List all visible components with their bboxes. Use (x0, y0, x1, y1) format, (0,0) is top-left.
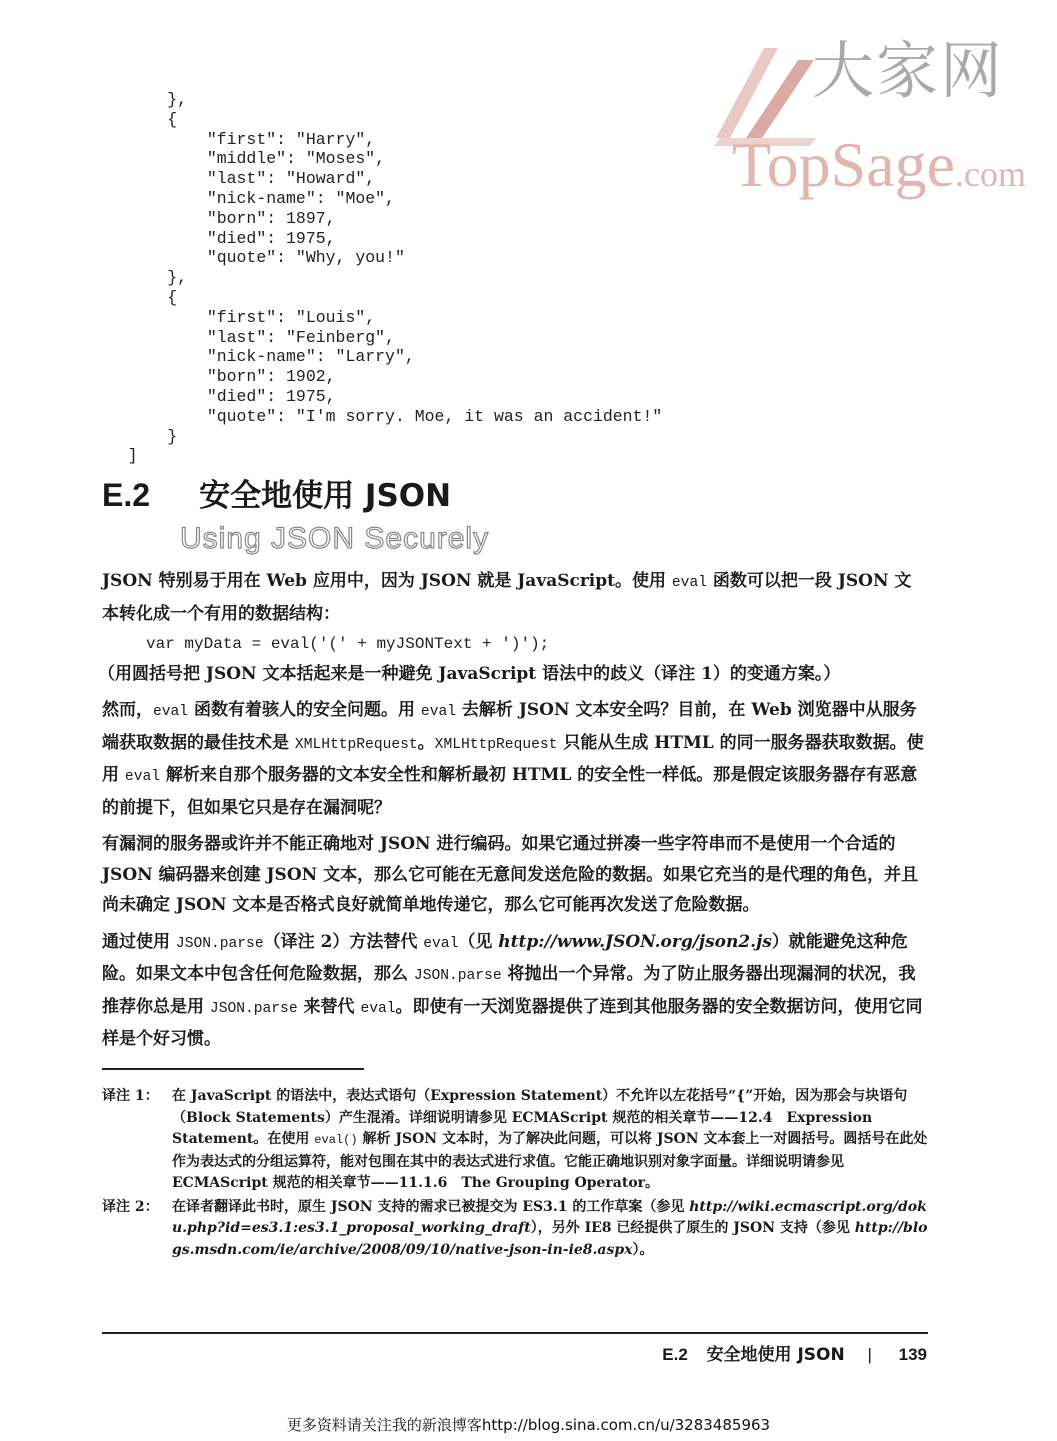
footnotes (102, 1086, 930, 1261)
code-line: "born": 1902, (88, 367, 336, 387)
code-line: "last": "Feinberg", (88, 327, 395, 347)
code-line: "middle": "Moses", (88, 149, 386, 169)
code-line: "nick-name": "Moe", (88, 188, 395, 208)
code-line: { (88, 109, 178, 129)
code-listing (88, 90, 662, 466)
main-text (98, 566, 928, 1055)
code-line: "last": "Howard", (88, 169, 376, 189)
code-line: "quote": "Why, you!" (88, 248, 405, 268)
running-footer (662, 1340, 927, 1365)
es31-draft-link[interactable]: http://wiki.ecmascript.org/doku.php?id=es3.1:es3.1_proposal_working_draft (172, 1198, 927, 1236)
code-example: var myData = eval('(' + myJSONText + ')'); (146, 635, 550, 653)
paragraph-5: 通过使用 JSON.parse（译注 2）方法替代 eval（见 http://www.JSON.org/json2.js）就能避免这种危险。如果文本中包含任何危险数据，那么 JSON.parse 将抛出一个异常。为了防止服务器出现漏洞的状况，我推荐你总是用 JSON.parse 来替代 eval。即使有一天浏览器提供了连到其他服务器的安全数据访问，使用它同样是个好习惯。 (102, 931, 923, 1050)
code-line: "born": 1897, (88, 208, 336, 228)
translator-note-2: 译注 2： 在译者翻译此书时，原生 JSON 支持的需求已被提交为 ES3.1 的工作草案（参见 http://wiki.ecmascript.org/doku.php?id=es3.1:es3.1_proposal_working_draft），另外 IE8 已经提供了原生的 JSON 支持（参见 http://blogs.msdn.com/ie/archive/2008/09/10/native-json-in-ie8.aspx）。 (102, 1198, 928, 1258)
code-line: "first": "Harry", (88, 129, 376, 149)
translator-note-1: 译注 1： 在 JavaScript 的语法中，表达式语句（Expression Statement）不允许以左花括号“{”开始，因为那会与块语句（Block Statements）产生混淆。详细说明请参见 ECMAScript 规范的相关章节——12.4 Expression Statement。在使用 eval() 解析 JSON 文本时，为了解决此问题，可以将 JSON 文本套上一对圆括号。圆括号在此处作为表达式的分组运算符，能对包围在其中的表达式进行求值。它能正确地识别对象字面量。详细说明请参见 ECMAScript 规范的相关章节——11.1.6 The Grouping Operator。 (102, 1088, 928, 1191)
paragraph-3: 然而，eval 函数有着骇人的安全问题。用 eval 去解析 JSON 文本安全吗？目前，在 Web 浏览器中从服务端获取数据的最佳技术是 XMLHttpRequest。XMLHttpRequest 只能从生成 HTML 的同一服务器获取数据。使用 eval 解析来自那个服务器的文本安全性和解析最初 HTML 的安全性一样低。那是假定该服务器存有恶意的前提下，但如果它只是存在漏洞呢？ (102, 700, 924, 818)
note-1-label: 译注 1： (102, 1088, 159, 1104)
code-line: ] (88, 446, 138, 466)
section-heading (102, 470, 451, 515)
code-line: }, (88, 268, 188, 288)
footer-section: E.2 (662, 1345, 688, 1364)
code-line: "quote": "I'm sorry. Moe, it was an accident!" (88, 406, 663, 426)
footer-rule (102, 1332, 928, 1334)
code-line: { (88, 287, 178, 307)
scan-note: 更多资料请关注我的新浪博客http://blog.sina.com.cn/u/3283485963 (286, 1416, 771, 1434)
note-2-label: 译注 2： (102, 1198, 159, 1215)
watermark-brand-main: TopSage (732, 129, 956, 200)
section-number: E.2 (102, 477, 151, 513)
paragraph-1: JSON 特别易于用在 Web 应用中，因为 JSON 就是 JavaScript。使用 eval 函数可以把一段 JSON 文本转化成一个有用的数据结构： (102, 571, 912, 624)
section-subtitle: Using JSON Securely (180, 522, 490, 555)
ie8-json-link[interactable]: http://blogs.msdn.com/ie/archive/2008/09/10/native-json-in-ie8.aspx (172, 1220, 928, 1258)
watermark-brand-suffix: .com (955, 154, 1027, 194)
section-title: 安全地使用 JSON (199, 478, 452, 514)
footnote-rule (102, 1068, 364, 1070)
code-line: "died": 1975, (88, 228, 336, 248)
watermark-brand (732, 130, 1026, 209)
json2-link[interactable]: http://www.JSON.org/json2.js (498, 931, 772, 952)
code-line: "nick-name": "Larry", (88, 347, 415, 367)
watermark-logo (700, 30, 1027, 210)
paragraph-4: 有漏洞的服务器或许并不能正确地对 JSON 进行编码。如果它通过拼凑一些字符串而不是使用一个合适的 JSON 编码器来创建 JSON 文本，那么它可能在无意间发送危险的数据。如果它充当的是代理的角色，并且尚未确定 JSON 文本是否格式良好就简单地传递它，那么它可能再次发送了危险数据。 (102, 834, 919, 916)
code-line: "first": "Louis", (88, 307, 376, 327)
paragraph-2: （用圆括号把 JSON 文本括起来是一种避免 JavaScript 语法中的歧义（译注 1）的变通方案。） (98, 663, 841, 684)
code-line: }, (88, 90, 188, 109)
code-line: } (88, 426, 178, 446)
watermark-chinese: 大家网 (812, 34, 1005, 107)
footer-title: 安全地使用 JSON (706, 1345, 845, 1365)
footer-separator: | (867, 1345, 872, 1364)
code-line: "died": 1975, (88, 386, 336, 406)
page-number: 139 (898, 1345, 927, 1364)
